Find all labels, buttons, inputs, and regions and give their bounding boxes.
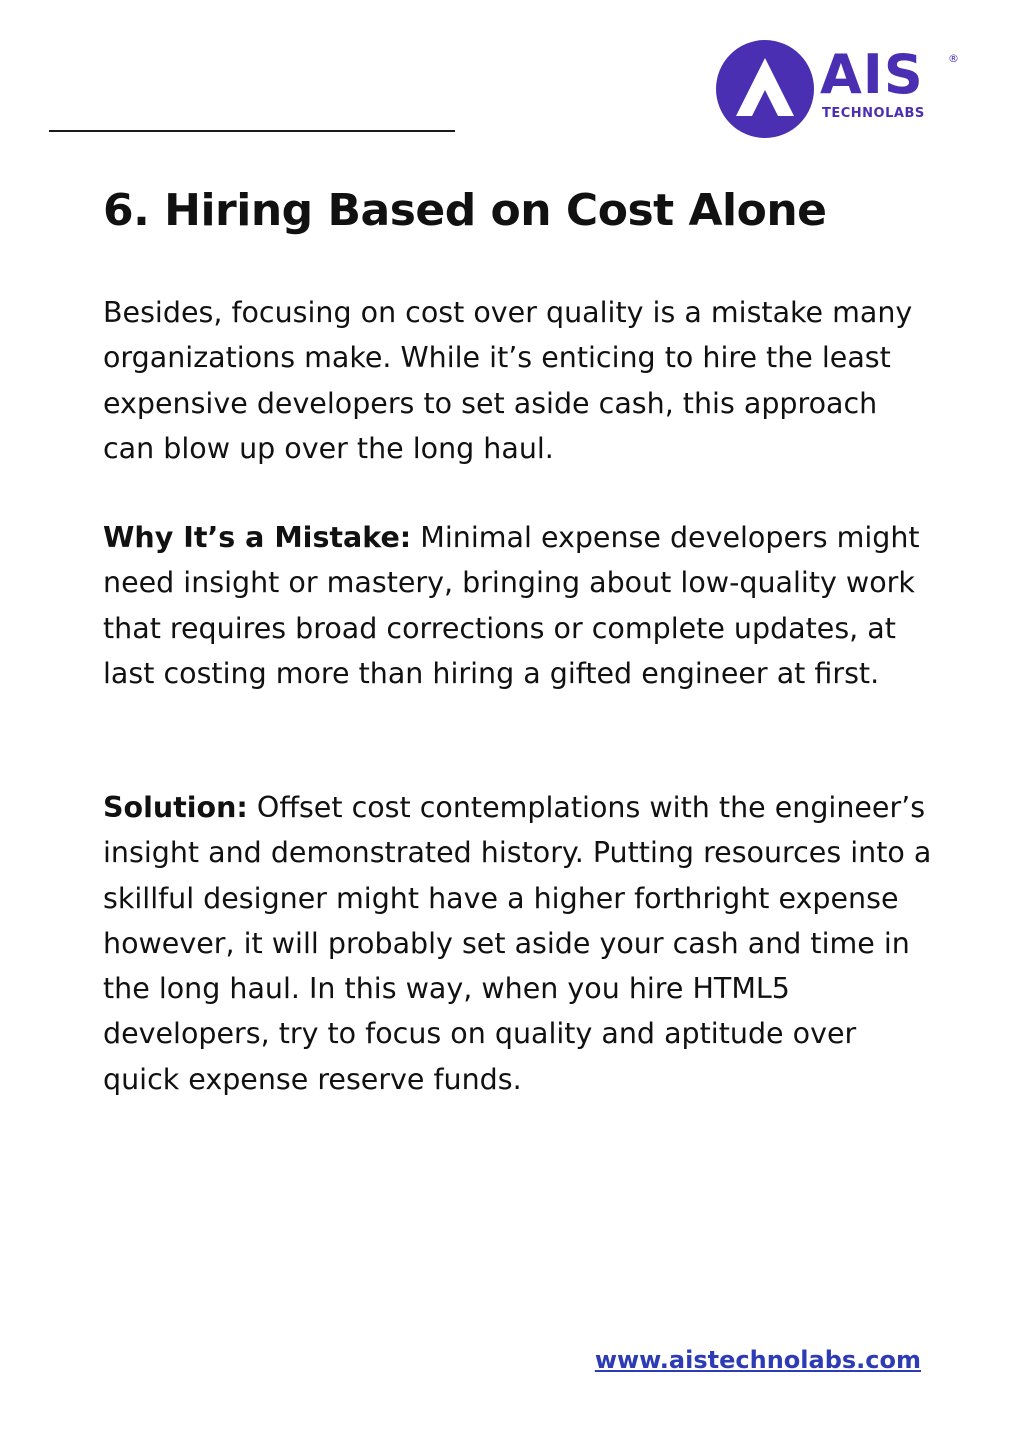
- logo-a-mark-icon: [716, 40, 814, 138]
- intro-paragraph: Besides, focusing on cost over quality is a mistake many organizations make. While it’s enticing to hire the least expensive developers to set aside cash, this approach can blow up over the long haul.: [103, 296, 913, 465]
- solution-label: Solution:: [103, 791, 248, 824]
- logo-wordmark: AIS: [820, 43, 924, 106]
- ais-technolabs-logo: [716, 38, 966, 142]
- top-divider: [49, 130, 455, 132]
- logo-subtitle: TECHNOLABS: [822, 106, 925, 121]
- solution-text: Offset cost contemplations with the engineer’s insight and demonstrated history. Putting resources into a skillful designer might have a higher forthright expense however, it will probably set aside your cash and time in the long haul. In this way, when you hire HTML5 developers, try to focus on quality and aptitude over quick expense reserve funds.: [103, 791, 932, 1096]
- mistake-text: Minimal expense developers might need insight or mastery, bringing about low-quality work that requires broad corrections or complete updates, at last costing more than hiring a gifted engineer at first.: [103, 521, 920, 690]
- page-title: 6. Hiring Based on Cost Alone: [103, 185, 827, 236]
- website-link[interactable]: www.aistechnolabs.com: [594, 1346, 921, 1374]
- mistake-paragraph: [103, 515, 933, 696]
- mistake-label: Why It’s a Mistake:: [103, 521, 412, 554]
- solution-paragraph: [103, 785, 933, 1102]
- logo-registered-mark: ®: [948, 52, 959, 65]
